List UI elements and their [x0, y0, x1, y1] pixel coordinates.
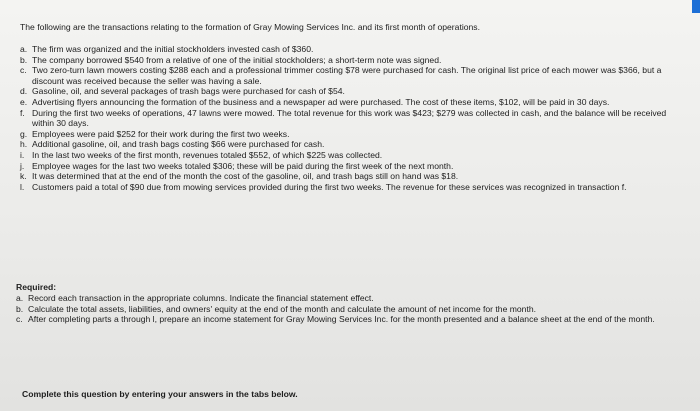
transaction-text: Employee wages for the last two weeks totaled $306; these will be paid during the first week of the next month. — [32, 160, 454, 171]
required-section — [16, 282, 680, 325]
transaction-item — [20, 97, 680, 108]
transaction-text: Additional gasoline, oil, and trash bags costing $66 were purchased for cash. — [32, 139, 325, 150]
corner-tab — [692, 0, 700, 13]
transaction-text: Employees were paid $252 for their work during the first two weeks. — [32, 128, 290, 139]
transaction-letter: b. — [20, 54, 28, 65]
required-text: After completing parts a through l, prepare an income statement for Gray Mowing Services Inc. for the month presented and a balance sheet at the end of the month. — [28, 314, 655, 325]
transaction-item — [20, 182, 680, 193]
transaction-item — [20, 171, 680, 182]
required-item — [16, 314, 680, 325]
transaction-text: During the first two weeks of operations, 47 lawns were mowed. The total revenue for this work was $423; $279 was collected in cash, and the balance will be received within 30 days. — [32, 107, 667, 129]
transaction-letter: k. — [20, 171, 27, 182]
transaction-text: Two zero-turn lawn mowers costing $288 each and a professional trimmer costing $78 were purchased for cash. The original list price of each mower was $366, but a discount was received because the seller was having a sale. — [32, 65, 662, 86]
transaction-text: It was determined that at the end of the month the cost of the gasoline, oil, and trash bags still on hand was $18. — [32, 171, 459, 182]
required-item — [16, 293, 680, 304]
transaction-letter: j. — [20, 160, 25, 171]
instruction-text: Complete this question by entering your answers in the tabs below. — [22, 389, 298, 399]
transaction-letter: c. — [20, 65, 27, 76]
transaction-text: The company borrowed $540 from a relative of one of the initial stockholders; a short-term note was signed. — [32, 54, 442, 65]
transaction-item — [20, 161, 680, 172]
required-list — [16, 293, 680, 325]
transaction-text: Gasoline, oil, and several packages of trash bags were purchased for cash of $54. — [32, 86, 345, 97]
transaction-item — [20, 150, 680, 161]
transaction-letter: l. — [20, 181, 25, 192]
transaction-item — [20, 44, 680, 55]
transaction-item — [20, 65, 680, 86]
transaction-letter: f. — [20, 107, 25, 118]
transaction-list — [20, 44, 680, 192]
required-letter: b. — [16, 303, 24, 314]
required-heading: Required: — [16, 282, 57, 292]
transaction-item — [20, 108, 680, 129]
transaction-text: Customers paid a total of $90 due from mowing services provided during the first two weeks. The revenue for these services was recognized in transaction f. — [32, 181, 627, 192]
required-item — [16, 304, 680, 315]
transaction-item — [20, 129, 680, 140]
transaction-letter: d. — [20, 86, 28, 97]
required-letter: a. — [16, 293, 24, 303]
transaction-item — [20, 86, 680, 97]
transaction-text: Advertising flyers announcing the formation of the business and a newspaper ad were purchased. The cost of these items, $102, will be paid in 30 days. — [32, 96, 610, 107]
intro-paragraph: The following are the transactions relating to the formation of Gray Mowing Services Inc. and its first month of operations. — [20, 22, 480, 32]
transaction-letter: h. — [20, 139, 28, 150]
transaction-item — [20, 139, 680, 150]
transaction-letter: e. — [20, 96, 28, 107]
required-letter: c. — [16, 314, 23, 325]
transaction-text: In the last two weeks of the first month, revenues totaled $552, of which $225 was collected. — [32, 149, 383, 160]
transaction-letter: g. — [20, 128, 28, 139]
required-text: Calculate the total assets, liabilities, and owners' equity at the end of the month and calculate the amount of net income for the month. — [28, 303, 537, 314]
transaction-letter: a. — [20, 44, 28, 54]
required-text: Record each transaction in the appropriate columns. Indicate the financial statement effect. — [28, 293, 374, 303]
transaction-letter: i. — [20, 149, 25, 160]
transaction-text: The firm was organized and the initial stockholders invested cash of $360. — [32, 44, 314, 54]
transaction-item — [20, 55, 680, 66]
